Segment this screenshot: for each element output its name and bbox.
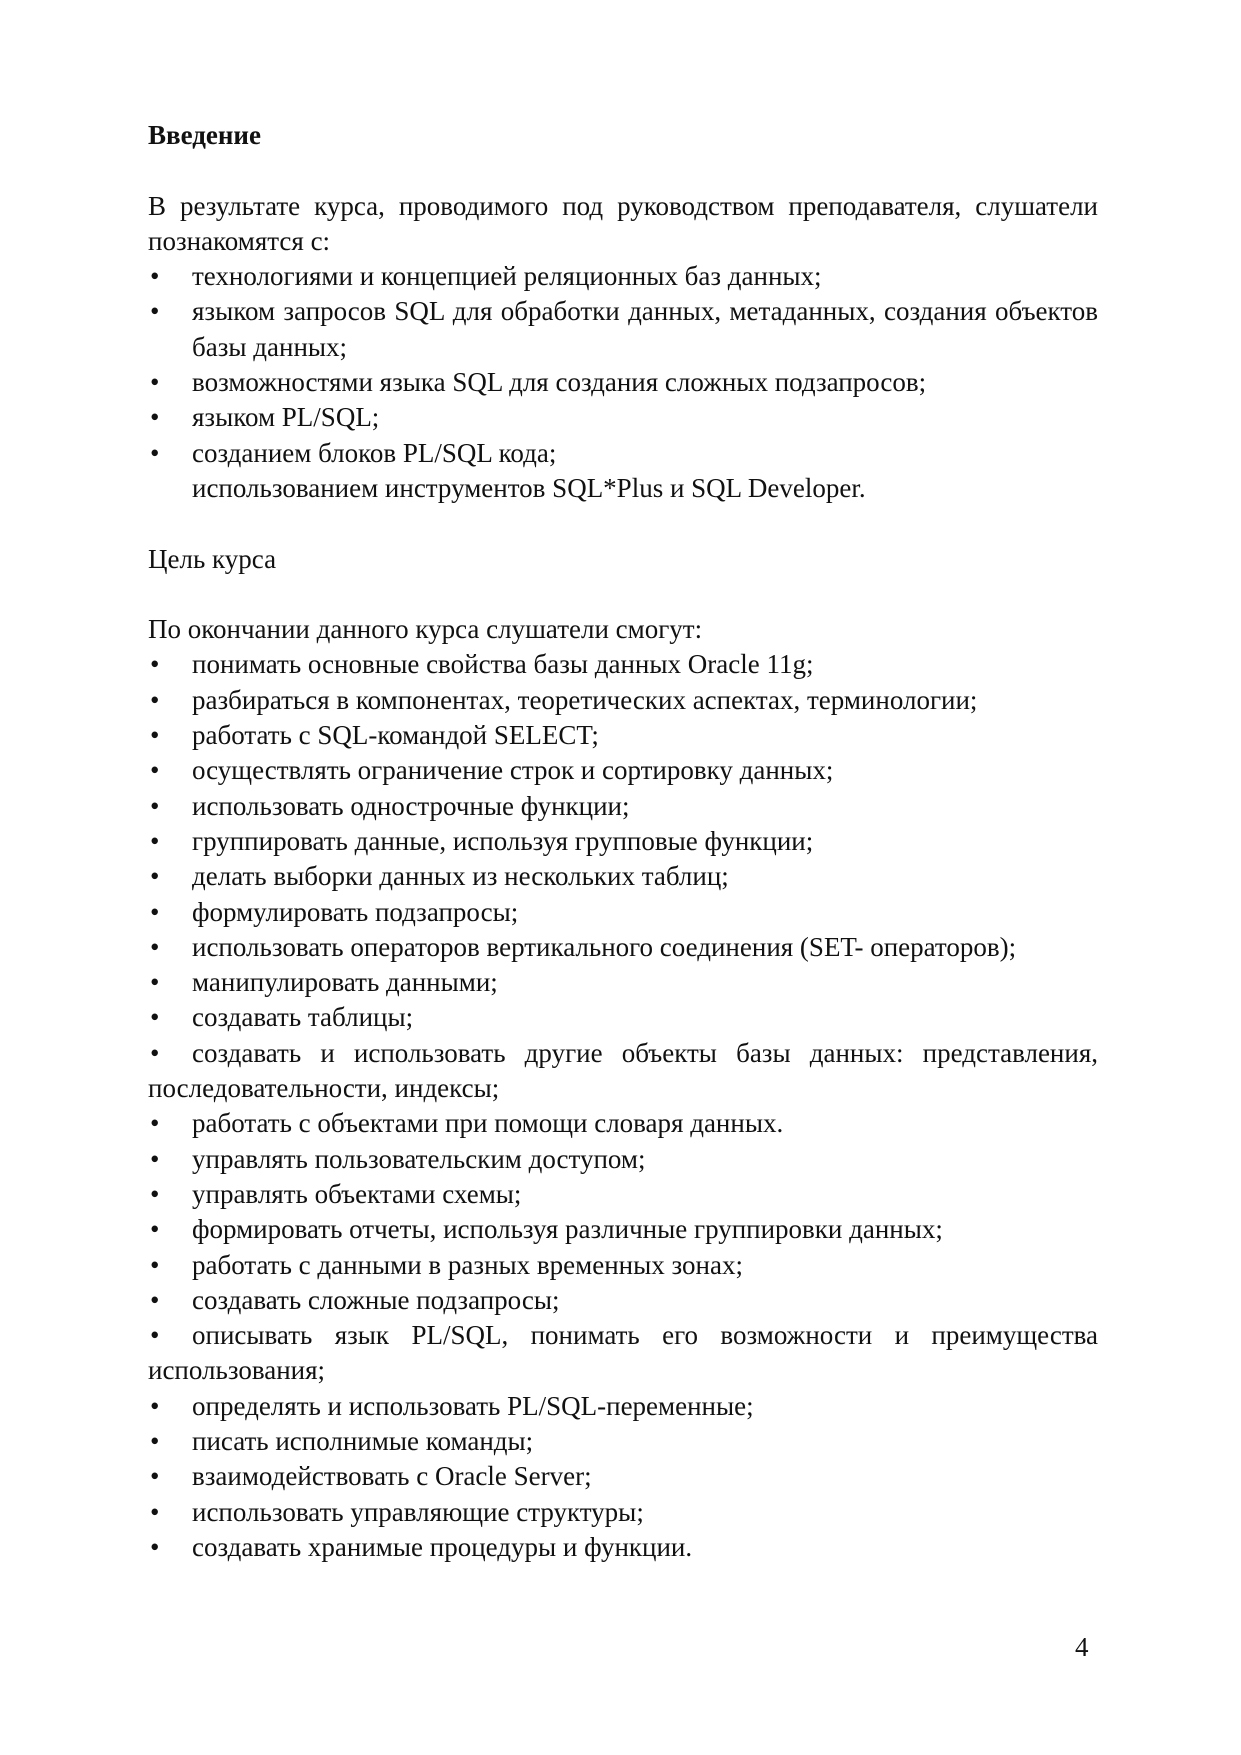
intro-paragraph: В результате курса, проводимого под руководством преподавателя, слушатели познакомятся с: [148, 190, 1098, 256]
list-item: • технологиями и концепцией реляционных баз данных; [148, 259, 1098, 294]
spacer [148, 506, 1098, 541]
bullet-icon: • [150, 1461, 160, 1492]
list-item: • разбираться в компонентах, теоретических аспектах, терминологии; [148, 683, 1098, 718]
intro-list-continuation: использованием инструментов SQL*Plus и SQL Developer. [192, 472, 866, 503]
bullet-icon: • [150, 720, 160, 751]
goal-heading: Цель курса [148, 543, 277, 574]
list-item: • осуществлять ограничение строк и сортировку данных; [148, 753, 1098, 788]
bullet-icon: • [150, 367, 160, 398]
bullet-icon: • [150, 1284, 160, 1315]
bullet-icon: • [150, 1002, 160, 1033]
list-item: • создавать сложные подзапросы; [148, 1283, 1098, 1318]
list-item: • создавать и использовать другие объекты базы данных: представления, последовательности, индексы; [148, 1037, 1098, 1104]
list-item: • взаимодействовать с Oracle Server; [148, 1459, 1098, 1494]
bullet-icon: • [150, 1249, 160, 1280]
bullet-icon: • [150, 825, 160, 856]
list-item: • определять и использовать PL/SQL-переменные; [148, 1389, 1098, 1424]
bullet-icon: • [150, 1178, 160, 1209]
bullet-icon: • [150, 684, 160, 715]
list-item: • созданием блоков PL/SQL кода; [148, 436, 1098, 471]
bullet-icon: • [150, 755, 160, 786]
list-item: • использовать операторов вертикального соединения (SET- операторов); [148, 930, 1098, 965]
list-item: • формулировать подзапросы; [148, 895, 1098, 930]
list-item: • использовать управляющие структуры; [148, 1495, 1098, 1530]
goal-paragraph: По окончании данного курса слушатели смогут: [148, 614, 703, 645]
intro-list [148, 259, 1098, 471]
list-item: • формировать отчеты, используя различные группировки данных; [148, 1212, 1098, 1247]
list-item: • языком запросов SQL для обработки данных, метаданных, создания объектов базы данных; [150, 296, 1098, 362]
page-number: 4 [1075, 1632, 1089, 1662]
bullet-icon: • [150, 1320, 160, 1351]
bullet-icon: • [150, 1425, 160, 1456]
bullet-icon: • [150, 1214, 160, 1245]
spacer [148, 153, 1098, 188]
list-item: • описывать язык PL/SQL, понимать его возможности и преимущества использования; [148, 1320, 1098, 1386]
list-item: • управлять пользовательским доступом; [148, 1142, 1098, 1177]
list-item: • возможностями языка SQL для создания сложных подзапросов; [148, 365, 1098, 400]
bullet-icon: • [150, 1531, 160, 1562]
list-item: • языком PL/SQL; [148, 400, 1098, 435]
bullet-icon: • [150, 296, 160, 327]
list-item: • создавать хранимые процедуры и функции. [148, 1530, 1098, 1565]
list-item: • работать с данными в разных временных зонах; [148, 1248, 1098, 1283]
bullet-icon: • [150, 649, 160, 680]
list-item: • работать с SQL-командой SELECT; [148, 718, 1098, 753]
bullet-icon: • [150, 790, 160, 821]
goal-list [148, 647, 1098, 1565]
bullet-icon: • [150, 402, 160, 433]
list-item: • группировать данные, используя групповые функции; [148, 824, 1098, 859]
document-page [148, 118, 1098, 1565]
bullet-icon: • [150, 1143, 160, 1174]
spacer [148, 577, 1098, 612]
bullet-icon: • [150, 1390, 160, 1421]
list-item: • понимать основные свойства базы данных Oracle 11g; [148, 647, 1098, 682]
bullet-icon: • [150, 261, 160, 292]
list-item: • писать исполнимые команды; [148, 1424, 1098, 1459]
bullet-icon: • [150, 437, 160, 468]
bullet-icon: • [150, 967, 160, 998]
bullet-icon: • [150, 931, 160, 962]
list-item: • манипулировать данными; [148, 965, 1098, 1000]
intro-heading: Введение [148, 120, 261, 150]
bullet-icon: • [150, 1108, 160, 1139]
bullet-icon: • [150, 1496, 160, 1527]
list-item: • делать выборки данных из нескольких таблиц; [148, 859, 1098, 894]
bullet-icon: • [150, 861, 160, 892]
list-item: • работать с объектами при помощи словаря данных. [148, 1106, 1098, 1141]
list-item: • создавать таблицы; [148, 1000, 1098, 1035]
list-item: • использовать однострочные функции; [148, 789, 1098, 824]
list-item: • управлять объектами схемы; [148, 1177, 1098, 1212]
bullet-icon: • [150, 896, 160, 927]
bullet-icon: • [150, 1037, 160, 1068]
